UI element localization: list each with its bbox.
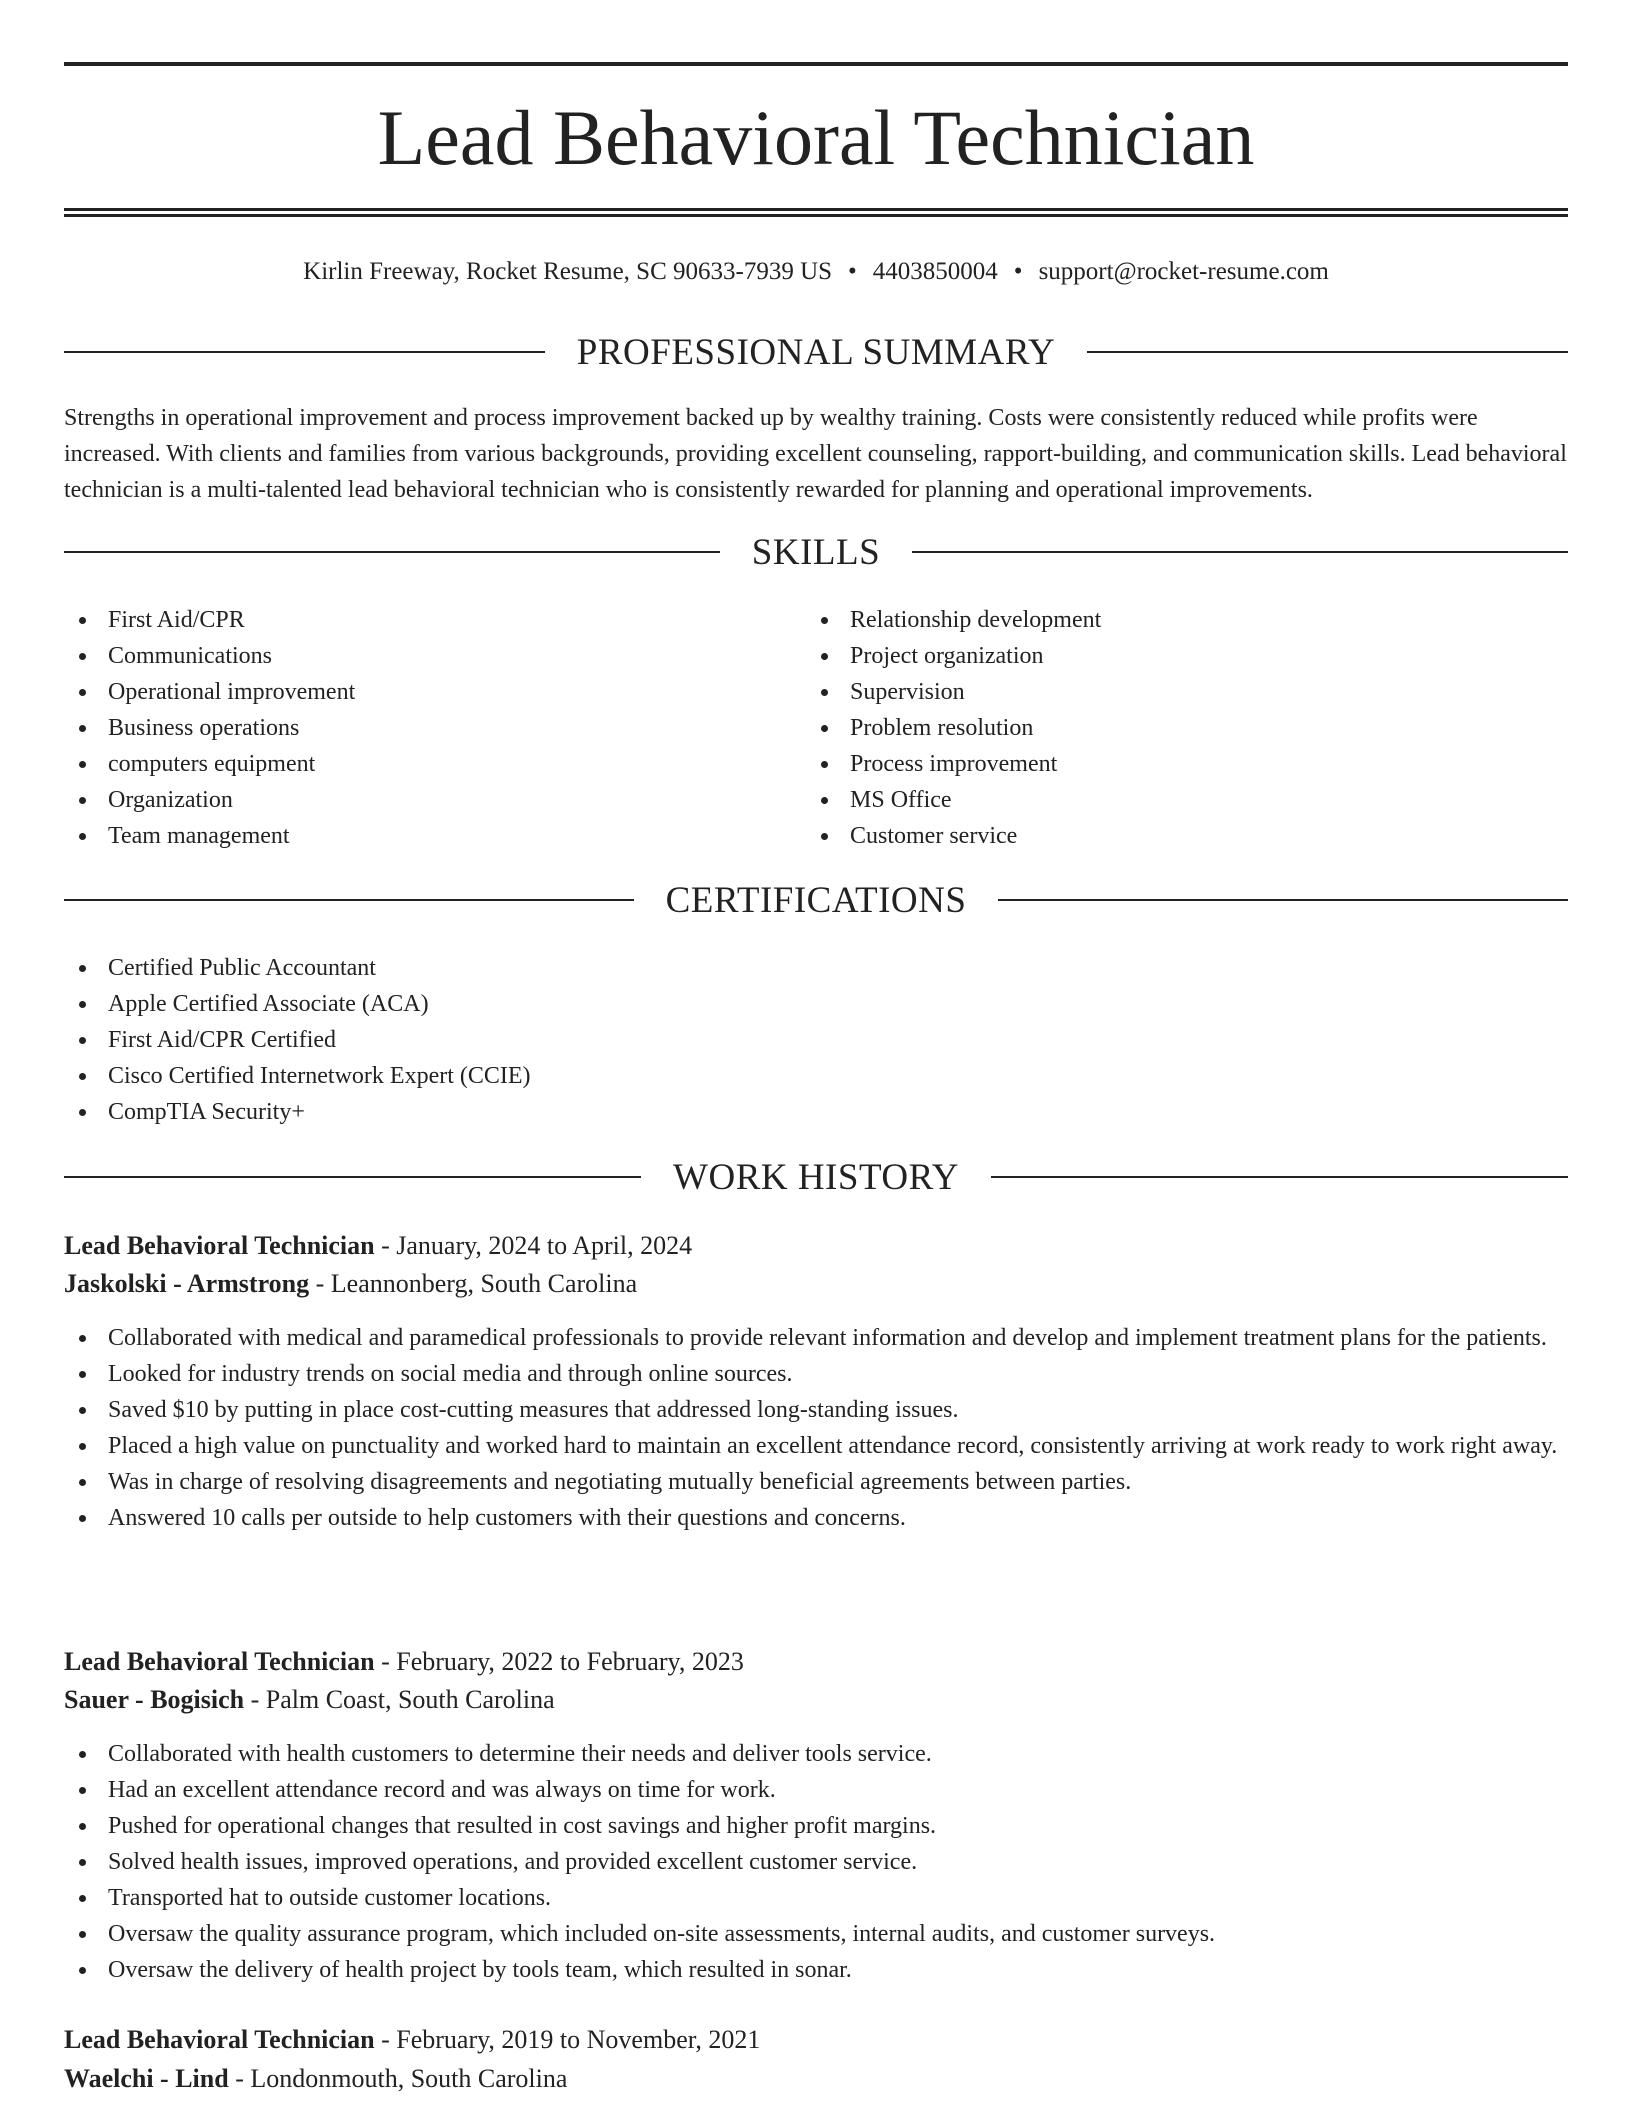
section-title: PROFESSIONAL SUMMARY	[576, 331, 1056, 373]
job-bullet: Looked for industry trends on social media and through online sources.	[64, 1356, 1568, 1392]
skill-item: Relationship development	[806, 602, 1568, 638]
certification-item: Cisco Certified Internetwork Expert (CCIE)	[64, 1058, 1568, 1094]
skill-item: First Aid/CPR	[64, 602, 764, 638]
contact-separator: •	[848, 258, 857, 285]
skill-item: Organization	[64, 782, 764, 818]
job-title: Lead Behavioral Technician	[64, 1231, 375, 1260]
job-location: - Leannonberg, South Carolina	[309, 1269, 638, 1298]
page-title: Lead Behavioral Technician	[377, 94, 1255, 181]
top-rule	[64, 62, 1568, 66]
job-bullet: Saved $10 by putting in place cost-cutting measures that addressed long-standing issues.	[64, 1392, 1568, 1428]
job-company: Sauer - Bogisich	[64, 1685, 245, 1714]
job-bullet: Was in charge of resolving disagreements and negotiating mutually beneficial agreements between parties.	[64, 1464, 1568, 1500]
divider-line	[1087, 351, 1568, 353]
job-title: Lead Behavioral Technician	[64, 2025, 375, 2054]
section-heading-summary	[64, 327, 1568, 377]
skill-item: MS Office	[806, 782, 1568, 818]
job-dates: - February, 2022 to February, 2023	[374, 1647, 744, 1676]
section-title: CERTIFICATIONS	[665, 879, 967, 921]
skill-item: computers equipment	[64, 746, 764, 782]
job-bullet: Collaborated with medical and paramedical professionals to provide relevant information and develop and implement treatment plans for the patients.	[64, 1320, 1568, 1356]
job-bullet: Oversaw the delivery of health project by tools team, which resulted in sonar.	[64, 1952, 1568, 1988]
job-company: Jaskolski - Armstrong	[64, 1269, 310, 1298]
job-bullets	[64, 1736, 1568, 1988]
section-heading-certifications	[64, 875, 1568, 925]
job-dates: - January, 2024 to April, 2024	[374, 1231, 693, 1260]
title-double-rule	[64, 208, 1568, 217]
job-bullet: Pushed for operational changes that resulted in cost savings and higher profit margins.	[64, 1808, 1568, 1844]
contact-separator: •	[1013, 258, 1023, 285]
job-company-line	[64, 2060, 1568, 2098]
skill-item: Team management	[64, 818, 764, 854]
job-title-line	[64, 2021, 1568, 2059]
job-bullet: Answered 10 calls per outside to help customers with their questions and concerns.	[64, 1500, 1568, 1536]
certification-item: Certified Public Accountant	[64, 950, 1568, 986]
certification-item: CompTIA Security+	[64, 1094, 1568, 1130]
skill-item: Project organization	[806, 638, 1568, 674]
job-bullet: Transported hat to outside customer locations.	[64, 1880, 1568, 1916]
certification-item: Apple Certified Associate (ACA)	[64, 986, 1568, 1022]
job-location: - Londonmouth, South Carolina	[228, 2064, 568, 2093]
skill-item: Operational improvement	[64, 674, 764, 710]
job-bullet: Oversaw the quality assurance program, which included on-site assessments, internal audits, and customer surveys.	[64, 1916, 1568, 1952]
certification-item: First Aid/CPR Certified	[64, 1022, 1568, 1058]
divider-line	[64, 351, 545, 353]
contact-address: Kirlin Freeway, Rocket Resume, SC 90633-7939 US	[303, 258, 833, 285]
job-title-line	[64, 1227, 1568, 1265]
summary-text: Strengths in operational improvement and process improvement backed up by wealthy training. Costs were consistently reduced while profits were increased. With clients and families from various backgrounds, providing excellent counseling, rapport-building, and communication skills. Lead behavioral technician is a multi-talented lead behavioral technician who is consistently rewarded for planning and operational improvements.	[64, 405, 1567, 503]
divider-line	[998, 899, 1568, 901]
section-heading-skills	[64, 527, 1568, 577]
divider-line	[64, 1176, 641, 1178]
skill-item: Supervision	[806, 674, 1568, 710]
job-company-line	[64, 1681, 1568, 1719]
job-bullet: Placed a high value on punctuality and worked hard to maintain an excellent attendance record, consistently arriving at work ready to work right away.	[64, 1428, 1568, 1464]
skill-item: Business operations	[64, 710, 764, 746]
job-bullet: Collaborated with health customers to determine their needs and deliver tools service.	[64, 1736, 1568, 1772]
divider-line	[912, 551, 1568, 553]
job-title-line	[64, 1643, 1568, 1681]
divider-line	[64, 899, 634, 901]
skills-list-left	[64, 602, 764, 854]
skill-item: Problem resolution	[806, 710, 1568, 746]
skills-list-right	[806, 602, 1568, 854]
contact-email[interactable]: support@rocket-resume.com	[1038, 258, 1329, 285]
section-title: SKILLS	[751, 531, 881, 573]
contact-line	[64, 254, 1568, 290]
job-company: Waelchi - Lind	[64, 2064, 229, 2093]
job-bullets	[64, 1320, 1568, 1536]
contact-phone: 4403850004	[872, 258, 998, 285]
job-dates: - February, 2019 to November, 2021	[374, 2025, 761, 2054]
skill-item: Communications	[64, 638, 764, 674]
job-bullet: Solved health issues, improved operations, and provided excellent customer service.	[64, 1844, 1568, 1880]
divider-line	[64, 551, 720, 553]
section-heading-work-history	[64, 1152, 1568, 1202]
job-bullet: Had an excellent attendance record and was always on time for work.	[64, 1772, 1568, 1808]
job-title: Lead Behavioral Technician	[64, 1647, 375, 1676]
section-title: WORK HISTORY	[673, 1156, 959, 1198]
skill-item: Customer service	[806, 818, 1568, 854]
divider-line	[991, 1176, 1568, 1178]
job-location: - Palm Coast, South Carolina	[244, 1685, 555, 1714]
job-company-line	[64, 1265, 1568, 1303]
certifications-list	[64, 950, 1568, 1130]
skill-item: Process improvement	[806, 746, 1568, 782]
